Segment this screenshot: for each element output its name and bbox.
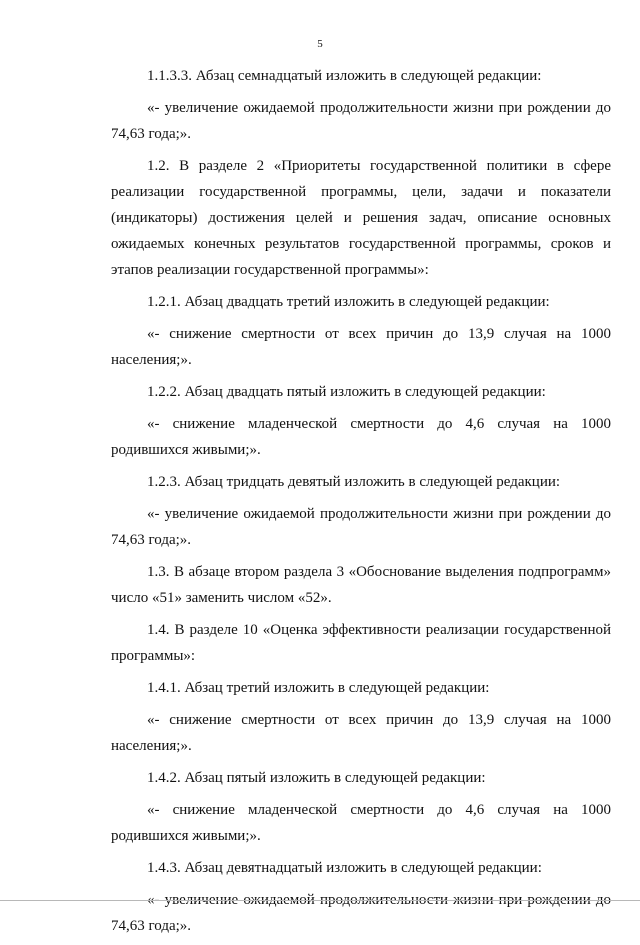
paragraph-infant-mortality-quote: «- снижение младенческой смертности до 4,6 случая на 1000 родившихся живыми;». [111, 802, 611, 844]
paragraph-infant-mortality-quote: «- снижение младенческой смертности до 4,6 случая на 1000 родившихся живыми;». [111, 416, 611, 458]
paragraph-1-2-3: 1.2.3. Абзац тридцать девятый изложить в следующей редакции: [147, 474, 561, 490]
paragraph-1-2-1: 1.2.1. Абзац двадцать третий изложить в следующей редакции: [147, 294, 550, 310]
paragraph-life-expectancy-quote: «- увеличение ожидаемой продолжительности жизни при рождении до 74,63 года;». [111, 506, 611, 548]
paragraph-1-4-3: 1.4.3. Абзац девятнадцатый изложить в следующей редакции: [147, 860, 542, 876]
paragraph-mortality-quote: «- снижение смертности от всех причин до 13,9 случая на 1000 населения;». [111, 326, 611, 368]
page-number: 5 [317, 38, 323, 50]
document-body [111, 63, 611, 945]
page-bottom-rule [0, 900, 640, 901]
paragraph-1-3: 1.3. В абзаце втором раздела 3 «Обоснование выделения подпрограмм» число «51» заменить числом «52». [111, 564, 611, 606]
paragraph-1-1-3-3: 1.1.3.3. Абзац семнадцатый изложить в следующей редакции: [147, 68, 542, 84]
paragraph-mortality-quote: «- снижение смертности от всех причин до 13,9 случая на 1000 населения;». [111, 712, 611, 754]
paragraph-life-expectancy-quote: «- увеличение ожидаемой продолжительности жизни при рождении до 74,63 года;». [111, 892, 611, 934]
paragraph-1-2: 1.2. В разделе 2 «Приоритеты государственной политики в сфере реализации государственной программы, цели, задачи и показатели (индикаторы) достижения целей и решения задач, описание основных ожидаемых конечных результатов государственной программы, сроков и этапов реализации государственной программы»: [111, 158, 611, 278]
paragraph-1-4-1: 1.4.1. Абзац третий изложить в следующей редакции: [147, 680, 490, 696]
paragraph-1-2-2: 1.2.2. Абзац двадцать пятый изложить в следующей редакции: [147, 384, 546, 400]
paragraph-life-expectancy-quote: «- увеличение ожидаемой продолжительности жизни при рождении до 74,63 года;». [111, 100, 611, 142]
paragraph-1-4: 1.4. В разделе 10 «Оценка эффективности реализации государственной программы»: [111, 622, 611, 664]
paragraph-1-4-2: 1.4.2. Абзац пятый изложить в следующей редакции: [147, 770, 486, 786]
